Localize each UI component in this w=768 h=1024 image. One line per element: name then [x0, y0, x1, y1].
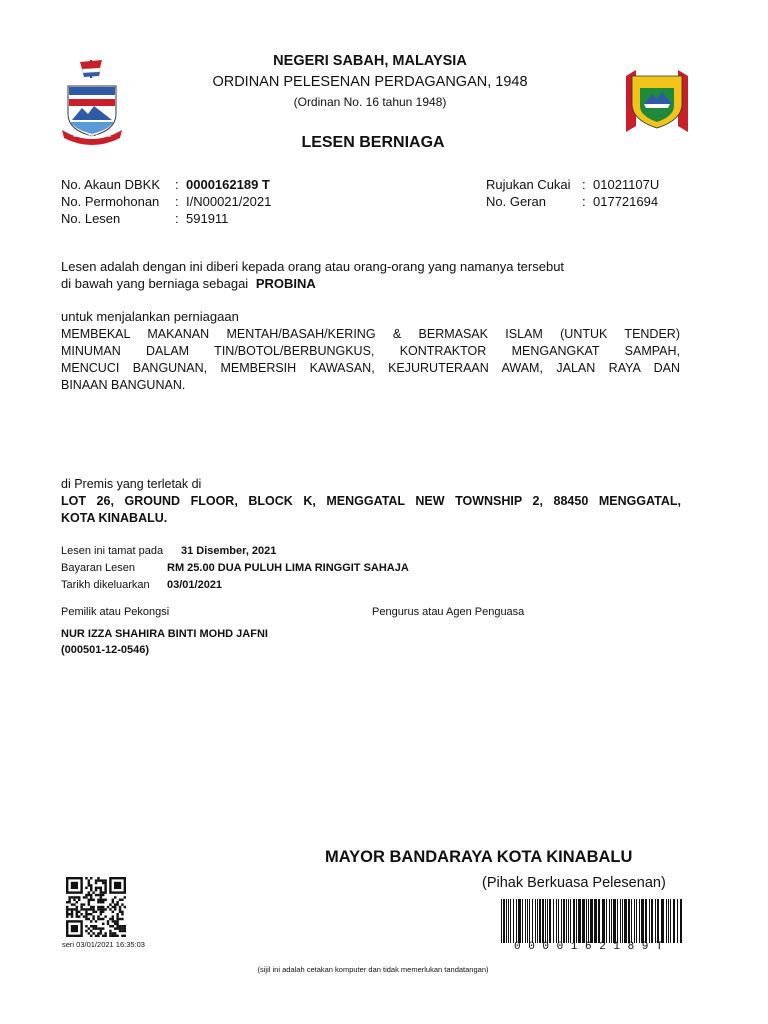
premises-line-2: KOTA KINABALU. — [61, 511, 168, 525]
grant-line-2 — [61, 275, 564, 292]
owner-ic: (000501-12-0546) — [61, 644, 150, 656]
application-no-row — [61, 193, 271, 210]
crest-motto: SABAH MAJU JAYA — [73, 133, 111, 138]
info-label: No. Lesen — [61, 211, 121, 226]
license-no-row — [61, 210, 271, 227]
barcode-text: 0000162189T — [514, 941, 671, 953]
issue-date-row — [61, 577, 409, 594]
license-details — [61, 543, 409, 594]
fee-row — [61, 560, 409, 577]
expiry-value: 31 Disember, 2021 — [181, 545, 277, 557]
tax-ref-row — [486, 176, 659, 193]
barcode-graphic — [501, 899, 685, 943]
grant-line-1: Lesen adalah dengan ini diberi kepada orang atau orang-orang yang namanya tersebut — [61, 259, 565, 274]
info-right — [486, 176, 659, 210]
business-name: PROBINA — [255, 276, 316, 291]
purpose-line: BINAAN BANGUNAN. — [61, 378, 186, 392]
purpose-text — [61, 326, 680, 394]
purpose-line: MENCUCI BANGUNAN, MEMBERSIH KAWASAN, KEJURUTERAAN AWAM, JALAN RAYA DAN — [61, 361, 680, 375]
detail-label: Bayaran Lesen — [61, 562, 135, 574]
license-no-value: 591911 — [186, 211, 229, 226]
authority-title: MAYOR BANDARAYA KOTA KINABALU — [325, 848, 633, 866]
grant-no-row — [486, 193, 659, 210]
application-no-value: I/N00021/2021 — [186, 194, 272, 209]
qr-code-graphic — [66, 877, 126, 937]
purpose-label: untuk menjalankan perniagaan — [61, 309, 239, 324]
purpose-line: MEMBEKAL MAKANAN MENTAH/BASAH/KERING & BERMASAK ISLAM (UNTUK TENDER) — [61, 327, 680, 341]
fee-value: RM 25.00 DUA PULUH LIMA RINGGIT SAHAJA — [167, 562, 409, 574]
account-no-row — [61, 176, 271, 193]
expiry-row — [61, 543, 409, 560]
tax-ref-value: 01021107U — [593, 177, 660, 192]
premises-label: di Premis yang terletak di — [61, 477, 202, 491]
detail-label: Lesen ini tamat pada — [61, 545, 164, 557]
info-label: No. Geran — [486, 194, 546, 209]
info-label: No. Permohonan — [61, 194, 160, 209]
agent-label: Pengurus atau Agen Penguasa — [372, 606, 525, 618]
info-colon: : — [175, 194, 179, 209]
footer-note: (sijil ini adalah cetakan komputer dan tidak memerlukan tandatangan) — [257, 965, 489, 974]
purpose-line: MINUMAN DALAM TIN/BOTOL/BERBUNGKUS, KONTRAKTOR MENGANGKAT SAMPAH, — [61, 344, 680, 358]
info-colon: : — [582, 177, 586, 192]
info-colon: : — [582, 194, 586, 209]
header-state: NEGERI SABAH, MALAYSIA — [273, 53, 467, 69]
info-colon: : — [175, 211, 179, 226]
detail-label: Tarikh dikeluarkan — [61, 579, 150, 591]
owner-name: NUR IZZA SHAHIRA BINTI MOHD JAFNI — [61, 628, 268, 640]
premises-address — [61, 493, 681, 527]
premises-line-1: LOT 26, GROUND FLOOR, BLOCK K, MENGGATAL NEW TOWNSHIP 2, 88450 MENGGATAL, — [61, 494, 681, 508]
barcode — [501, 899, 685, 943]
page-title: LESEN BERNIAGA — [301, 134, 445, 151]
header-ordinance-no: (Ordinan No. 16 tahun 1948) — [293, 95, 447, 109]
info-label: No. Akaun DBKK — [61, 177, 160, 192]
qr-code — [66, 877, 126, 937]
grant-no-value: 017721694 — [593, 194, 659, 209]
account-no-value: 0000162189 T — [186, 177, 270, 192]
grant-statement — [61, 258, 564, 292]
issue-date-value: 03/01/2021 — [167, 579, 223, 591]
info-colon: : — [175, 177, 179, 192]
owner-details — [61, 626, 268, 658]
serial-timestamp: seri 03/01/2021 16:35:03 — [62, 940, 145, 949]
info-label: Rujukan Cukai — [486, 177, 571, 192]
header-ordinance: ORDINAN PELESENAN PERDAGANGAN, 1948 — [212, 74, 528, 90]
grant-prefix: di bawah yang berniaga sebagai — [61, 276, 249, 291]
owner-label: Pemilik atau Pekongsi — [61, 606, 170, 618]
authority-subtitle: (Pihak Berkuasa Pelesenan) — [482, 875, 666, 891]
info-left — [61, 176, 271, 227]
